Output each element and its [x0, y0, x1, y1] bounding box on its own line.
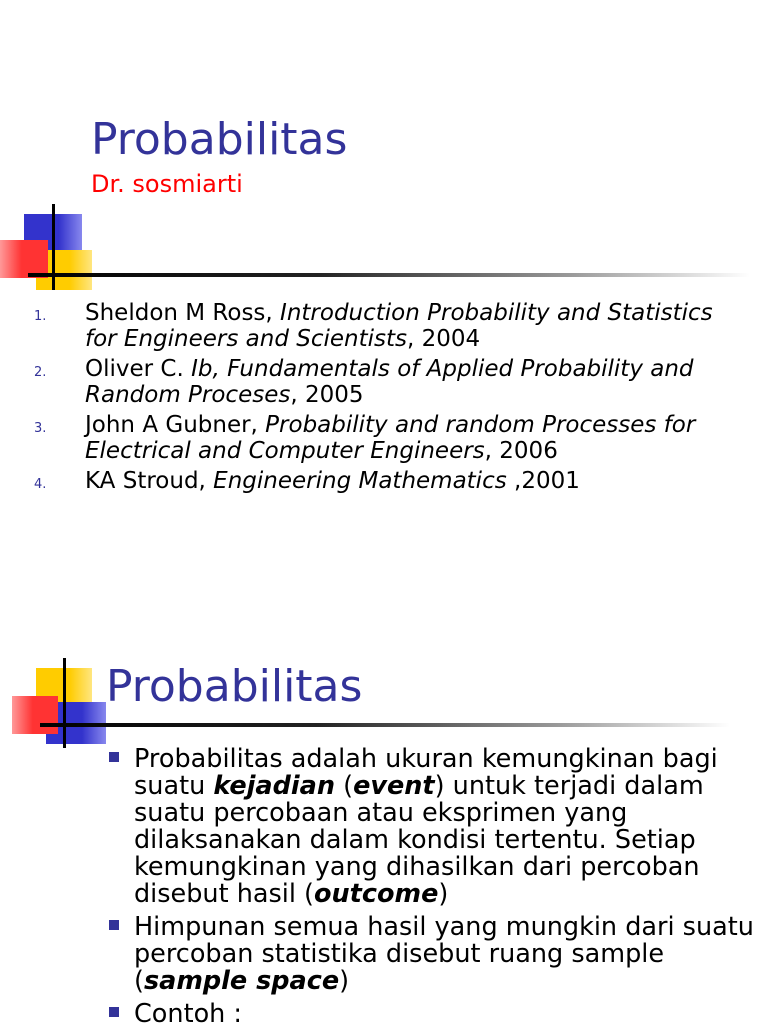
term-kejadian: kejadian [213, 771, 335, 801]
ref-year: , 2006 [484, 438, 558, 464]
bullet-text: Himpunan semua hasil yang mungkin dari suatu percoban statistika disebut ruang sample ( [134, 912, 754, 996]
bullet-text: Probabilitas adalah ukuran kemungkinan bagi suatu [134, 744, 718, 801]
bullet-text: ) [438, 879, 449, 909]
list-number: 3. [34, 421, 47, 436]
bullet-square-icon [109, 1007, 119, 1017]
bullet-text: ) [339, 966, 350, 996]
list-number: 4. [34, 477, 47, 492]
list-item [30, 356, 750, 408]
term-sample-space: sample space [143, 966, 340, 996]
ref-title: Probability and random Processes for Electrical and Computer Engineers [85, 412, 696, 464]
bullet-text: Contoh : [134, 999, 243, 1024]
term-outcome: outcome [314, 879, 439, 909]
list-number: 2. [34, 365, 47, 380]
ref-year: , 2004 [407, 326, 481, 352]
bullet-list [106, 746, 756, 1024]
list-item [106, 1001, 756, 1024]
bullet-text: ( [335, 771, 354, 801]
list-item [106, 914, 756, 995]
ref-title: Ib, Fundamentals of Applied Probability and Random Proceses [85, 356, 694, 408]
list-item [30, 412, 750, 464]
ref-year: , 2005 [290, 382, 364, 408]
ref-title: Introduction Probability and Statistics for Engineers and Scientists [85, 300, 713, 352]
ref-author: John A Gubner, [85, 412, 266, 438]
bullet-text: ) untuk terjadi dalam suatu percobaan atau eksprimen yang dilaksanakan dalam kondisi tertentu. Setiap kemungkinan yang dihasilkan dari percoban disebut hasil ( [134, 771, 704, 909]
title-divider [28, 273, 750, 277]
list-item [106, 746, 756, 908]
bullet-square-icon [109, 752, 119, 762]
term-event: event [353, 771, 435, 801]
slide-title: Probabilitas [106, 661, 363, 712]
ref-author: Oliver C. [85, 356, 192, 382]
ref-year: ,2001 [514, 468, 580, 494]
list-item [30, 300, 750, 352]
slide-2 [0, 620, 768, 1024]
ref-title: Engineering Mathematics [213, 468, 515, 494]
ref-author: Sheldon M Ross, [85, 300, 281, 326]
title-divider [40, 723, 730, 727]
ref-author: KA Stroud, [85, 468, 214, 494]
reference-list [30, 300, 750, 498]
list-item [30, 468, 750, 494]
slide-title: Probabilitas [91, 114, 348, 165]
bullet-square-icon [109, 920, 119, 930]
slide-subtitle: Dr. sosmiarti [91, 170, 243, 198]
list-number: 1. [34, 309, 47, 324]
